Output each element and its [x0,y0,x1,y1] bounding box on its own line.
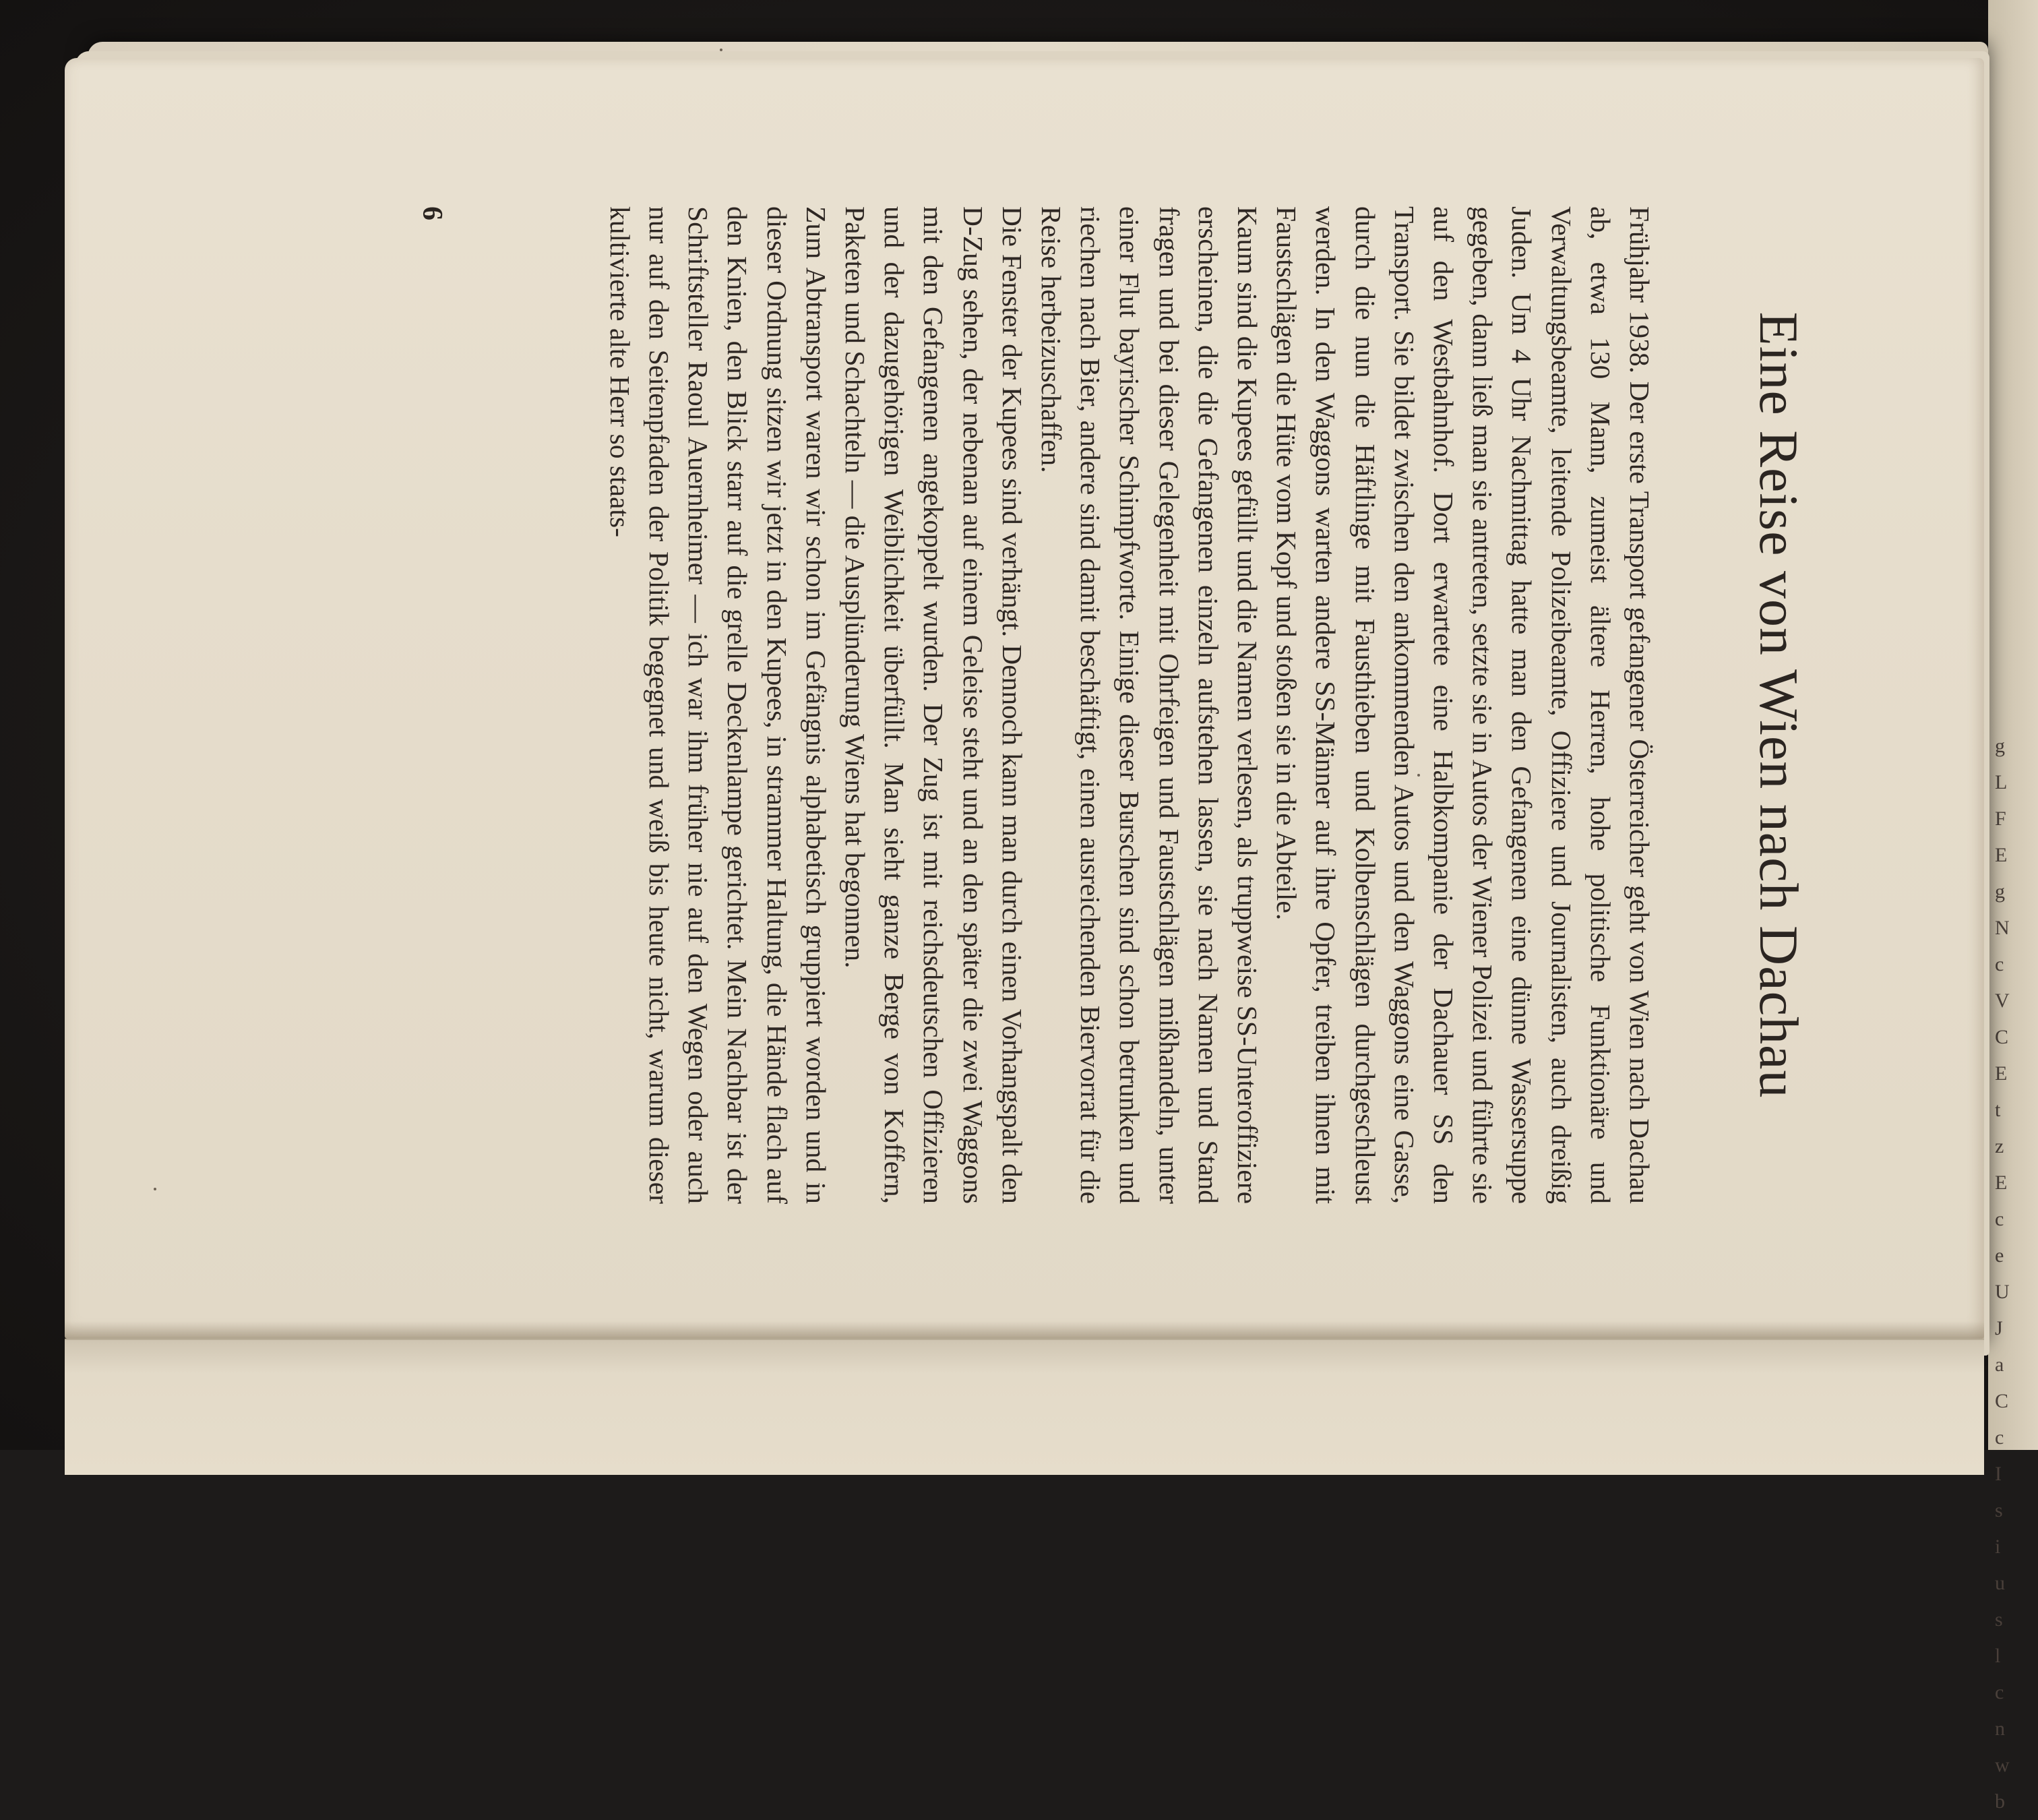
facing-page-letter: g [1995,880,2005,903]
facing-page-letter: a [1995,1354,2004,1376]
facing-page-fragment [1995,728,2035,1820]
facing-page-letter: U [1995,1281,2010,1303]
facing-page-letter: C [1995,1390,2009,1412]
facing-page-letter: E [1995,844,2008,866]
facing-page-letter: l [1995,1645,2001,1667]
facing-page-letter: i [1995,1536,2001,1558]
paragraph: Die Fenster der Kupees sind verhängt. Dennoch kann man durch einen Vorhangspalt den D-Zug sehen, der nebenan auf einem Geleise steht und an den später die zwei Waggons mit den Gefangenen angekoppelt wurden. Der Zug ist mit reichsdeutschen Offizieren und der dazugehörigen Weiblichkeit überfüllt. Man sieht ganze Berge von Koffern, Paketen und Schachteln — die Ausplünderung Wiens hat begonnen. [839,206,1028,1204]
facing-page-letter: E [1995,1062,2008,1085]
chapter-title: Eine Reise von Wien nach Dachau [1748,311,1810,1099]
facing-page-letter: C [1995,1026,2009,1048]
facing-page-letter: e [1995,1244,2004,1267]
rotated-text-block [0,206,1810,1487]
paper-speck [720,49,722,51]
facing-page-letter: t [1995,1099,2001,1121]
paragraph: Kaum sind die Kupees gefüllt und die Namen verlesen, als truppweise SS-Unteroffiziere erscheinen, die die Gefangenen einzeln aufstehen lassen, sie nach Namen und Stand fragen und bei dieser Gelegenheit mit Ohrfeigen und Faustschlägen mißhandeln, unter einer Flut bayrischer Schimpfworte. Einige dieser Burschen sind schon betrunken und riechen nach Bier, andere sind damit beschäftigt, einen ausreichenden Biervorrat für die Reise herbeizuschaffen. [1035,206,1263,1204]
facing-page-letter: N [1995,917,2010,939]
facing-page-letter: s [1995,1499,2003,1521]
facing-page-letter: z [1995,1135,2004,1157]
body-text [600,206,1659,1204]
facing-page-letter: F [1995,808,2006,830]
facing-page-letter: V [1995,990,2010,1012]
facing-page-letter: E [1995,1172,2008,1194]
facing-page-letter: u [1995,1572,2005,1594]
paragraph: Zum Abtransport waren wir schon im Gefängnis alphabetisch gruppiert worden und in dieser Ordnung sitzen wir jetzt in den Kupees, in strammer Haltung, die Hände flach auf den Knien, den Blick starr auf die grelle Deckenlampe gerichtet. Mein Nachbar ist der Schriftsteller Raoul Auernheimer — ich war ihm früher nie auf den Wegen oder auch nur auf den Seitenpfaden der Politik begegnet und weiß bis heute nicht, warum dieser kultivierte alte Herr so staats- [604,206,832,1204]
page-number: 6 [416,206,447,220]
facing-page-letter: J [1995,1317,2003,1339]
facing-page-letter: L [1995,771,2008,793]
paragraph: Frühjahr 1938. Der erste Transport gefangener Österreicher geht von Wien nach Dachau ab, etwa 130 Mann, zumeist ältere Herren, hohe politische Funktionäre und Verwaltungsbeamte, leitende Polizeibeamte, Offiziere und Journalisten, auch dreißig Juden. Um 4 Uhr Nachmittag hatte man den Gefangenen eine dünne Wassersuppe gegeben, dann ließ man sie antreten, setzte sie in Autos der Wiener Polizei und führte sie auf den Westbahnhof. Dort erwartete eine Halbkompanie der Dachauer SS den Transport. Sie bildet zwischen den ankommenden Autos und den Waggons eine Gasse, durch die nun die Häftlinge mit Fausthieben und Kolbenschlägen durchgeschleust werden. In den Waggons warten andere SS-Männer auf ihre Opfer, treiben ihnen mit Faustschlägen die Hüte vom Kopf und stoßen sie in die Abteile. [1271,206,1655,1204]
facing-page-letter: b [1995,1790,2005,1813]
facing-page-letter: g [1995,735,2005,757]
facing-page-letter: s [1995,1608,2003,1631]
facing-page-letter: c [1995,1208,2004,1230]
facing-page-letter: c [1995,1681,2004,1703]
facing-page-letter: I [1995,1463,2002,1485]
facing-page-letter: n [1995,1718,2005,1740]
facing-page-letter: w [1995,1754,2010,1776]
facing-page-letter: c [1995,953,2004,975]
facing-page-letter: c [1995,1426,2004,1449]
